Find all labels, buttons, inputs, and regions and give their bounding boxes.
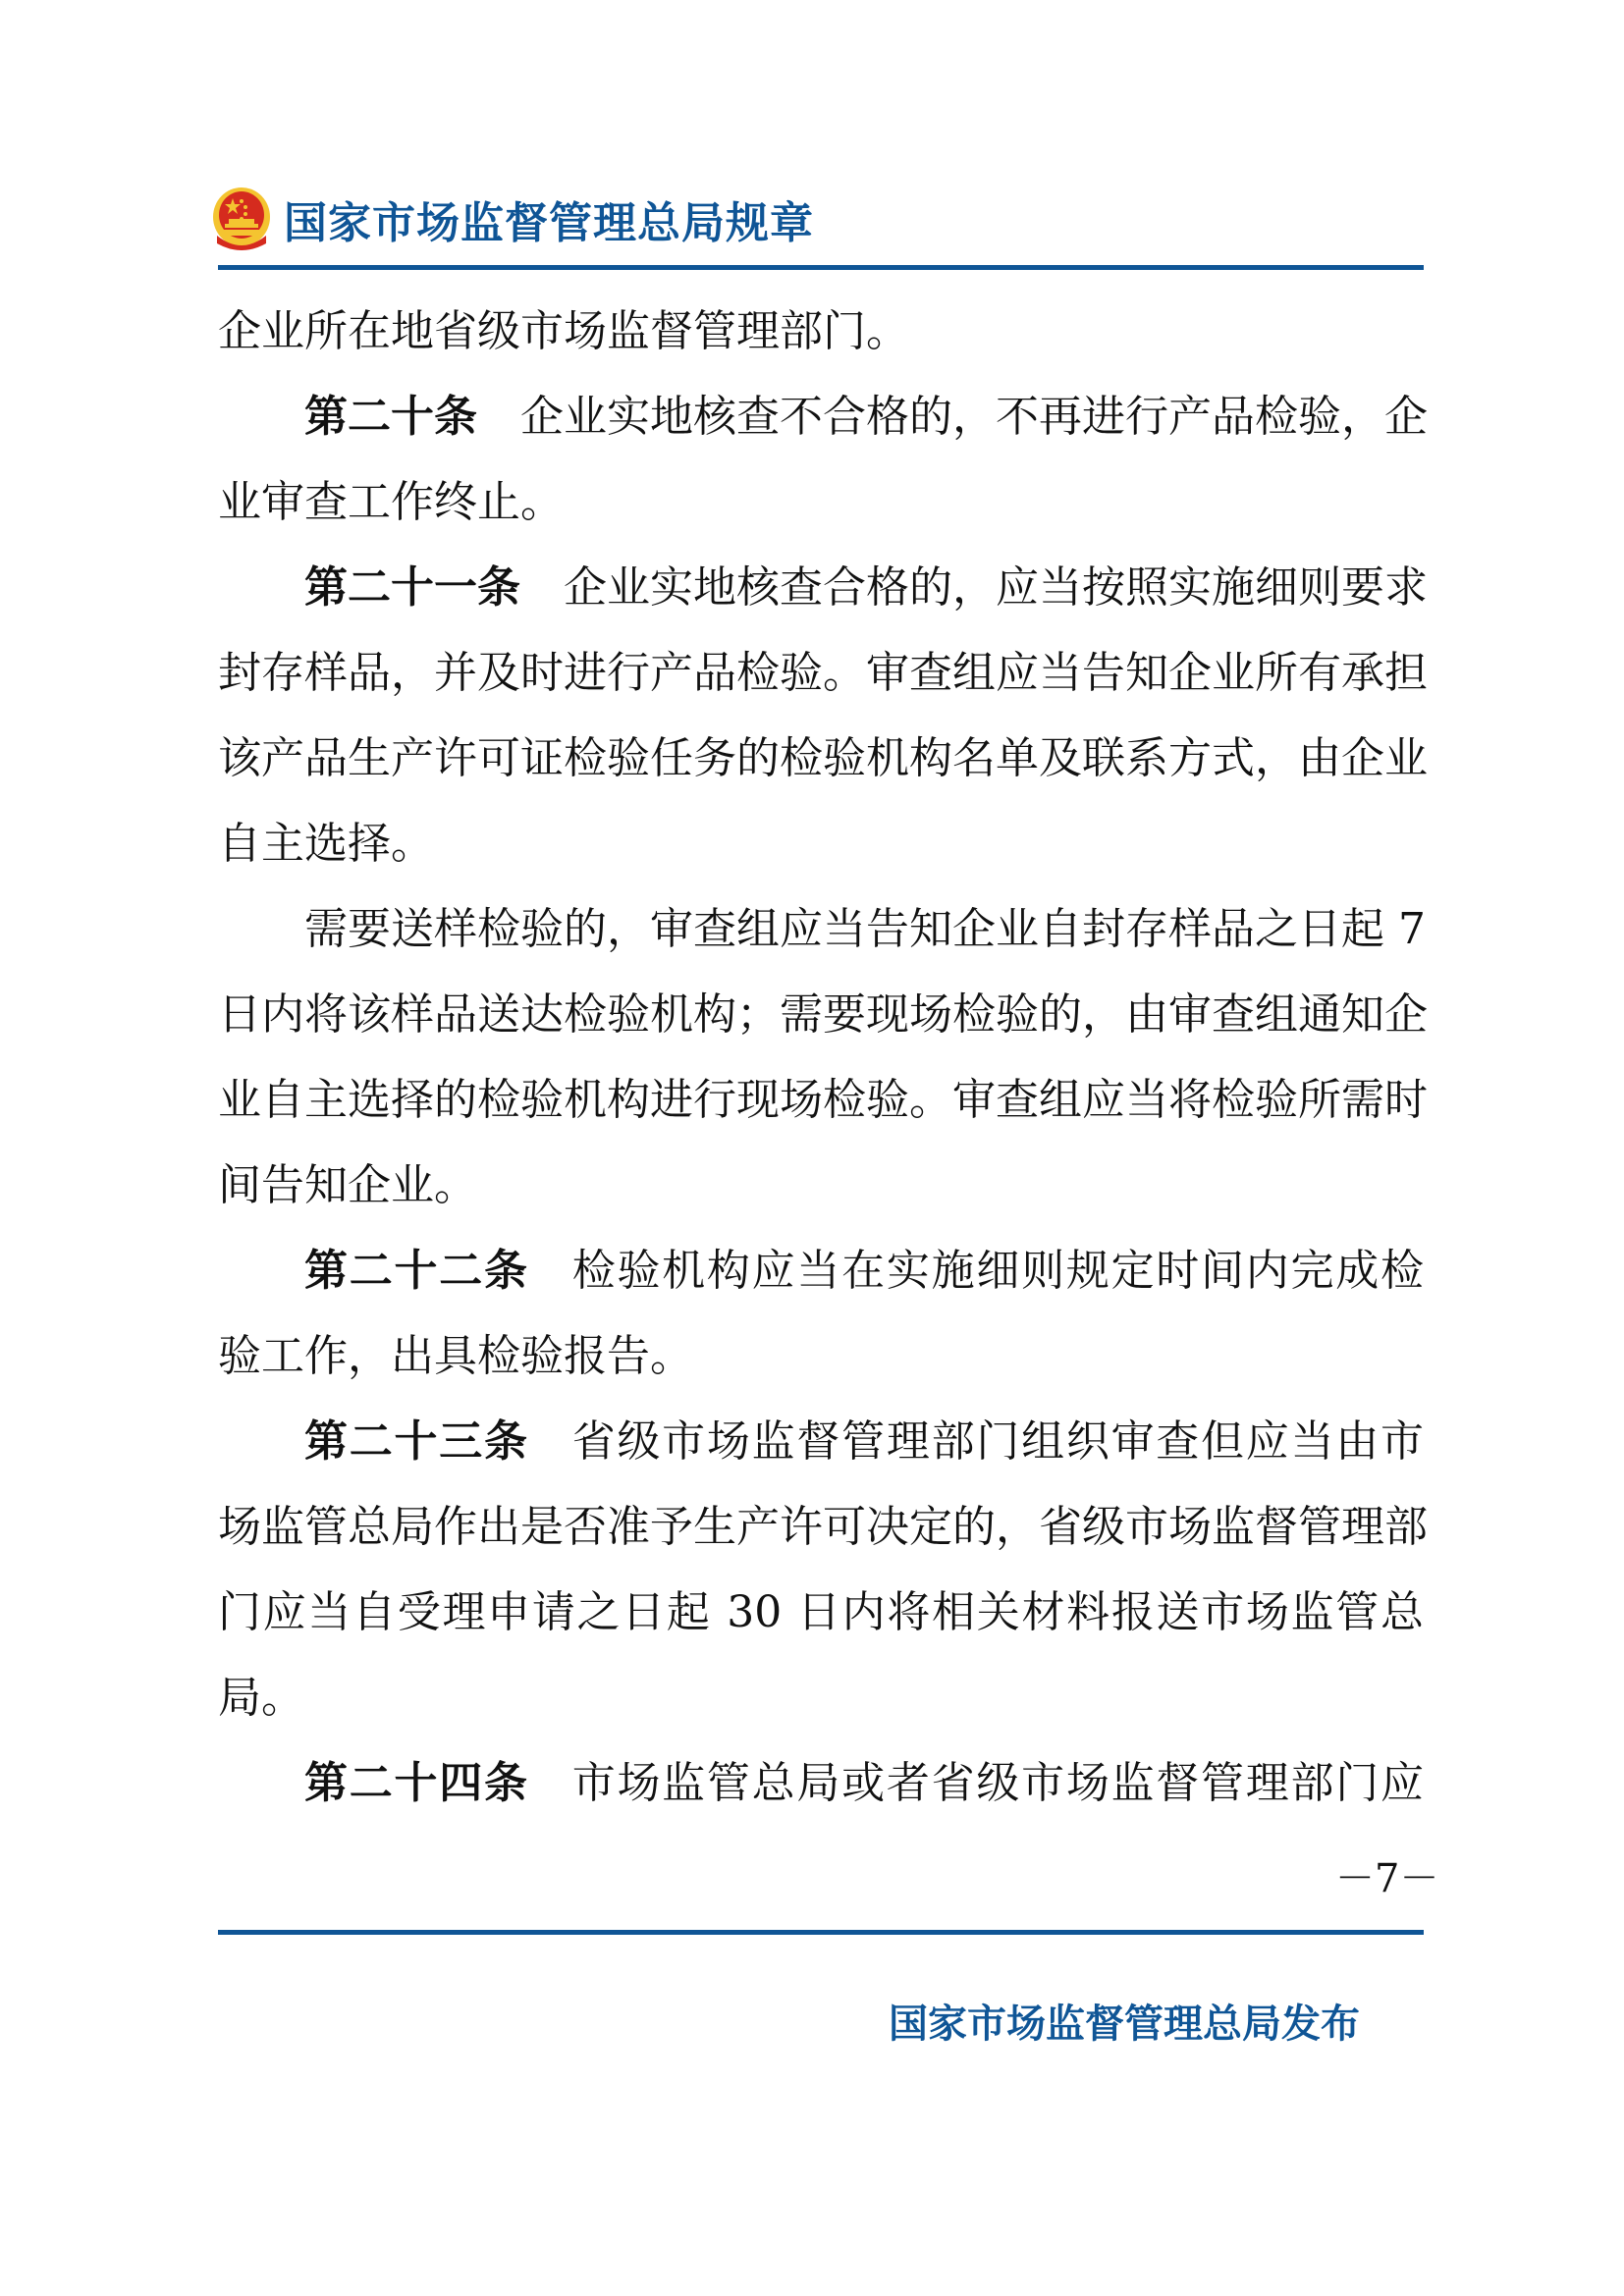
text-line: [218, 1057, 1428, 1143]
line-text: 企业实地核查合格的，应当按照实施细则要求: [564, 562, 1428, 613]
text-line: [218, 630, 1428, 716]
document-body: [218, 289, 1428, 1826]
header-divider: [218, 265, 1424, 270]
footer-publisher: 国家市场监督管理总局发布: [889, 2002, 1360, 2047]
line-text: 验工作，出具检验报告。: [218, 1331, 693, 1381]
text-line: [218, 886, 1424, 972]
article-number: 第二十一条: [304, 562, 520, 613]
line-text: 业自主选择的检验机构进行现场检验。审查组应当将检验所需时: [218, 1075, 1428, 1125]
text-line: [218, 801, 1424, 886]
line-text: 场监管总局作出是否准予生产许可决定的，省级市场监督管理部: [218, 1502, 1428, 1552]
article-number: 第二十二条: [304, 1246, 529, 1296]
article-number: 第二十三条: [304, 1416, 529, 1467]
line-text: 业审查工作终止。: [218, 477, 564, 527]
page-number: －7－: [1335, 1856, 1439, 1901]
national-emblem-icon: [211, 187, 272, 251]
text-line: [218, 972, 1428, 1057]
text-line: [218, 1655, 1424, 1740]
line-text: 局。: [218, 1673, 304, 1723]
article-line: [218, 545, 1428, 630]
text-line: [218, 459, 1424, 545]
line-text: 检验机构应当在实施细则规定时间内完成检: [571, 1246, 1425, 1296]
text-line: [218, 1570, 1424, 1655]
line-text: 自主选择。: [218, 819, 434, 869]
article-line: [218, 1228, 1424, 1313]
document-header: [211, 182, 814, 255]
line-text: 日内将该样品送达检验机构；需要现场检验的，由审查组通知企: [218, 989, 1428, 1040]
text-line: [218, 1143, 1424, 1228]
footer-divider: [218, 1930, 1424, 1935]
header-title: 国家市场监督管理总局规章: [284, 197, 814, 248]
line-text: 门应当自受理申请之日起 30 日内将相关材料报送市场监管总: [218, 1587, 1424, 1637]
text-line: [218, 289, 1424, 374]
article-number: 第二十条: [304, 392, 477, 442]
line-text: 该产品生产许可证检验任务的检验机构名单及联系方式，由企业: [218, 733, 1428, 783]
line-text: 需要送样检验的，审查组应当告知企业自封存样品之日起 7: [304, 904, 1426, 954]
line-text: 间告知企业。: [218, 1160, 477, 1210]
line-text: 企业实地核查不合格的，不再进行产品检验，企: [520, 392, 1428, 442]
line-text: 省级市场监督管理部门组织审查但应当由市: [571, 1416, 1425, 1467]
text-line: [218, 1313, 1424, 1399]
article-line: [218, 1740, 1424, 1826]
article-number: 第二十四条: [304, 1758, 529, 1808]
article-line: [218, 1399, 1424, 1484]
text-line: [218, 1484, 1428, 1570]
line-text: 市场监管总局或者省级市场监督管理部门应: [571, 1758, 1425, 1808]
line-text: 封存样品，并及时进行产品检验。审查组应当告知企业所有承担: [218, 648, 1428, 698]
text-line: [218, 716, 1428, 801]
line-text: 企业所在地省级市场监督管理部门。: [218, 306, 909, 356]
article-line: [218, 374, 1428, 459]
